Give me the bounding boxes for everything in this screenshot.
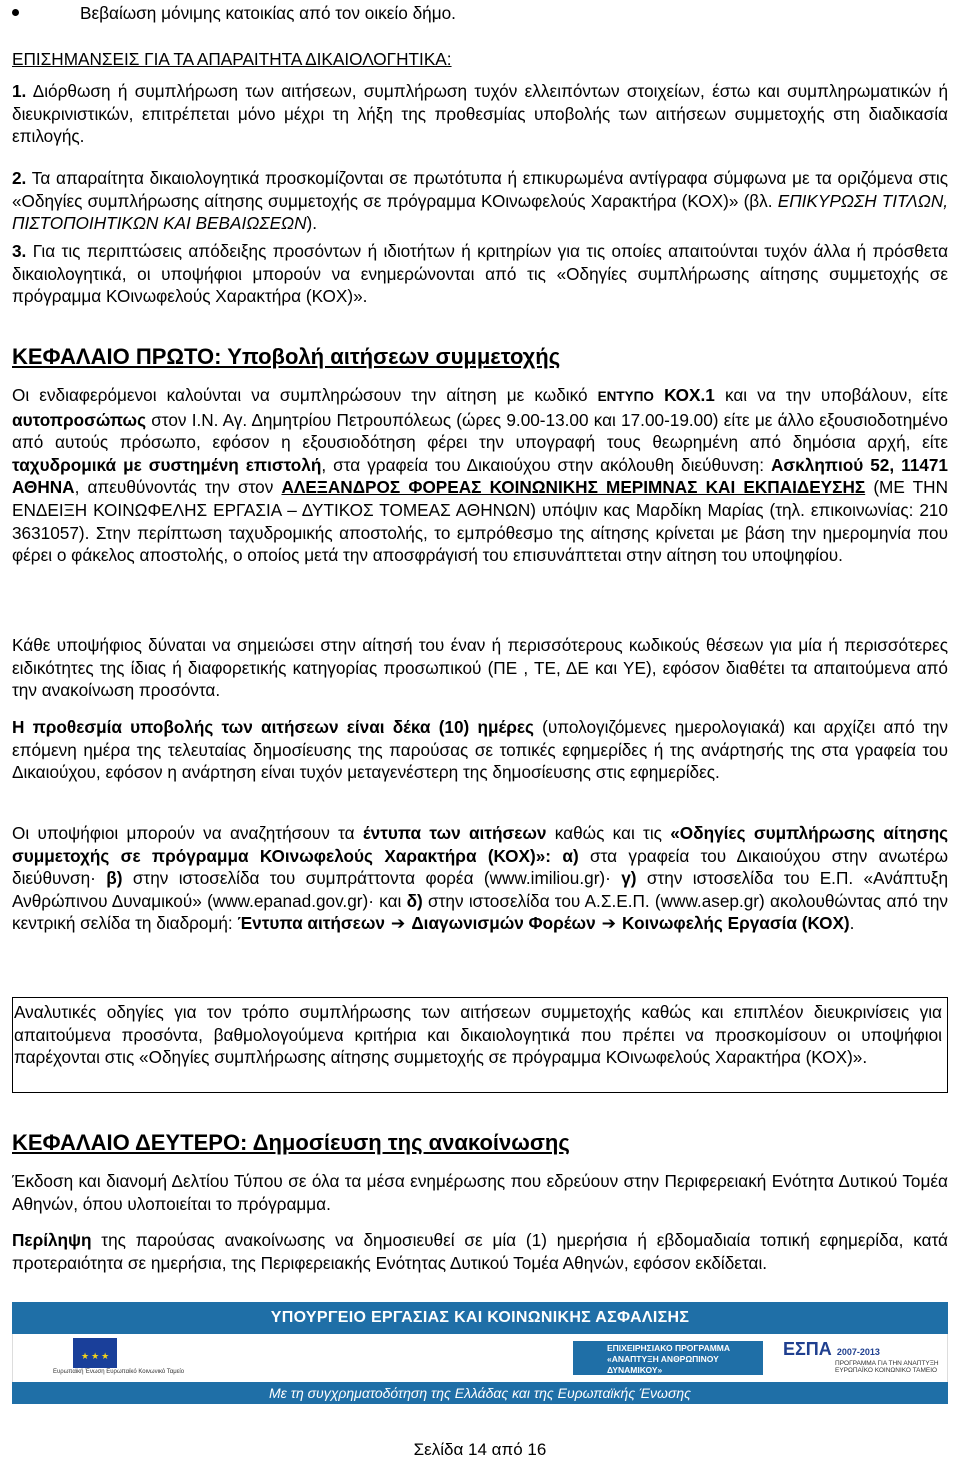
chapter-2-title: ΚΕΦΑΛΑΙΟ ΔΕΥΤΕΡΟ: Δημοσίευση της ανακοίνωσης [12,1130,570,1155]
note-3-text: Για τις περιπτώσεις απόδειξης προσόντων ή ιδιοτήτων ή κριτηρίων για τις οποίες απαιτούνται τυχόν άλλα ή πρόσθετα δικαιολογητικά, οι υποψήφιοι μπορούν να ενημερώνονται από τις «Οδηγίες συμπλήρωσης αίτησης συμμετοχής σε πρόγραμμα ΚΟινωφελούς Χαρακτήρα (ΚΟΧ)». [12,241,949,307]
banner-cofunding: Με τη συγχρηματοδότηση της Ελλάδας και της Ευρωπαϊκής Ένωσης [12,1382,948,1404]
chapter-1-paragraph-2: Κάθε υποψήφιος δύναται να σημειώσει στην αίτησή του έναν ή περισσότερους κωδικούς θέσεων για μία ή περισσότερες ειδικότητες της ίδιας ή διαφορετικής κατηγορίας προσωπικού (ΠΕ , ΤΕ, ΔΕ και ΥΕ), εφόσον διαθέτει τα απαιτούμενα από την ανακοίνωση προσόντα. [12,635,948,701]
espa-subtitle: ΠΡΟΓΡΑΜΜΑ ΓΙΑ ΤΗΝ ΑΝΑΠΤΥΞΗ ΕΥΡΩΠΑΪΚΟ ΚΟΙΝΩΝΙΚΟ ΤΑΜΕΙΟ [835,1360,939,1374]
p4-label-d: δ) [406,890,423,911]
bullet-dot-icon [12,9,19,16]
p1-text-c: στον Ι.Ν. Αγ. Δημητρίου Πετρουπόλεως (ώρες 9.00-13.00 και 17.00-19.00) είτε με άλλο εξουσιοδοτημένο από αυτούς πρόσωπο, εφόσον η εξουσιοδότηση φέρει την υπογραφή τους θεωρημένη από δημόσια αρχή, είτε [12,409,948,453]
banner-ministry: ΥΠΟΥΡΓΕΙΟ ΕΡΓΑΣΙΑΣ ΚΑΙ ΚΟΙΝΩΝΙΚΗΣ ΑΣΦΑΛΙΣΗΣ [12,1302,948,1334]
p1-text-e: , απευθύνοντάς την στον [74,477,274,498]
p4-path-3: Κοινωφελής Εργασία (ΚΟΧ) [622,913,850,934]
p2-summary-label: Περίληψη [12,1230,92,1250]
p4-text-d: στην ιστοσελίδα του συμπράττοντα φορέα (www.imiliou.gr)· [132,868,611,889]
p4-guide: «Οδηγίες συμπλήρωσης αίτησης συμμετοχής σε πρόγραμμα ΚΟινωφελούς Χαρακτήρα (ΚΟΧ)»: [12,823,949,866]
p1-text-a: Οι ενδιαφερόμενοι καλούνται να συμπληρώσουν την αίτηση με κωδικό [12,385,588,405]
note-3-number: 3. [12,241,27,261]
funding-banner [12,1302,948,1400]
eu-flag-icon [73,1338,117,1368]
p2-summary-text: της παρούσας ανακοίνωσης να δημοσιευθεί σε μία (1) ημερήσια ή εβδομαδιαία τοπική εφημερίδα, κατά προτεραιότητα σε ημερήσια, της Περιφερειακής Ενότητας Δυτικού Τομέα Αθηνών, εφόσον εκδίδεται. [12,1230,948,1273]
page-number: Σελίδα 14 από 16 [413,1440,547,1459]
notes-title: ΕΠΙΣΗΜΑΝΣΕΙΣ ΓΙΑ ΤΑ ΑΠΑΡΑΙΤΗΤΑ ΔΙΚΑΙΟΛΟΓΗΤΙΚΑ: [12,49,452,69]
arrow-right-icon: ➔ [390,913,406,934]
p4-text-e: στην ιστοσελίδα του Ε.Π. «Ανάπτυξη Ανθρώπινου Δυναμικού» (www.epanad.gov.gr)· και [12,868,949,911]
instructions-box [12,997,948,1093]
p1-text-f: (ΜΕ ΤΗΝ ΕΝΔΕΙΞΗ ΚΟΙΝΩΦΕΛΗΣ ΕΡΓΑΣΙΑ – ΔΥΤΙΚΟΣ ΤΟΜΕΑΣ ΑΘΗΝΩΝ) υπόψιν κας Μαρδίκη Μαρίας (τηλ. επικοινωνίας: 210 3631057). Στην περίπτωση ταχυδρομικής αποστολής, το εμπρόθεσμο της αίτησης κρίνεται με βάση την ημερομηνία που φέρει ο φάκελος αποστολής, ο οποίος μετά την αποσφράγισή του επισυνάπτεται στην αίτηση του υποψηφίου. [12,477,948,566]
chapter-2-paragraph-2 [12,1229,948,1274]
p1-text-d: , στα γραφεία του Δικαιούχου στην ακόλουθη διεύθυνση: [321,454,764,475]
banner-logos [12,1334,948,1382]
p4-label-g: γ) [621,868,637,889]
p1-code-small: ΕΝΤΥΠΟ [597,389,654,404]
p3-deadline: Η προθεσμία υποβολής των αιτήσεων είναι δέκα (10) ημέρες [12,717,534,737]
note-2 [12,167,948,235]
p1-address: Ασκληπιού 52, 11471 ΑΘΗΝΑ [12,454,948,498]
p4-label-b: β) [106,868,123,889]
chapter-1-title: ΚΕΦΑΛΑΙΟ ΠΡΩΤΟ: Υποβολή αιτήσεων συμμετοχής [12,344,561,369]
chapter-1-paragraph-3 [12,716,948,784]
note-2-italic: ΕΠΙΚΥΡΩΣΗ ΤΙΤΛΩΝ, ΠΙΣΤΟΠΟΙΗΤΙΚΩΝ ΚΑΙ ΒΕΒΑΙΩΣΕΩΝ [12,190,949,234]
note-1 [12,80,948,148]
chapter-1-paragraph-1 [12,384,948,567]
note-1-number: 1. [12,81,27,101]
p3-text: (υπολογιζόμενες ημερολογιακά) και αρχίζει από την επόμενη ημέρα της τελευταίας δημοσίευσης της παρούσας σε τοπικές εφημερίδες ή της ανάρτησής της στα γραφεία του Δικαιούχου, εφόσον η ανάρτηση είναι τυχόν μεταγενέστερη της δημοσίευσης στις εφημερίδες. [12,717,948,783]
espa-text: ΕΣΠΑ [783,1339,832,1359]
p4-label-a: α) [562,845,579,866]
note-1-text: Διόρθωση ή συμπλήρωση των αιτήσεων, συμπλήρωση τυχόν ελλειπόντων στοιχείων, έστω και συμπληρωματικών ή διευκρινιστικών, επιτρέπεται μόνο μέχρι τη λήξη της προθεσμίας υποβολής των αιτήσεων συμμετοχής στη διαδικασία επιλογής. [12,81,949,147]
instructions-box-text: Αναλυτικές οδηγίες για τον τρόπο συμπλήρωσης των αιτήσεων συμμετοχής καθώς και επιπλέον διευκρινίσεις για απαιτούμενα προσόντα, βαθμολογούμενα κριτήρια και δικαιολογητικά που πρέπει να προσκομίσουν οι υποψήφιοι παρέχονται στις «Οδηγίες συμπλήρωσης αίτησης συμμετοχής σε πρόγραμμα ΚΟινωφελούς Χαρακτήρα (ΚΟΧ)». [14,1002,942,1068]
note-3 [12,240,948,308]
chapter-1-paragraph-4 [12,822,948,935]
program-logo: ΕΠΙΧΕΙΡΗΣΙΑΚΟ ΠΡΟΓΡΑΜΜΑ «ΑΝΑΠΤΥΞΗ ΑΝΘΡΩΠΙΝΟΥ ΔΥΝΑΜΙΚΟΥ» [573,1341,763,1375]
p4-text-c: στα γραφεία του Δικαιούχου στην ανωτέρω διεύθυνση· [12,845,949,889]
note-2-text: Τα απαραίτητα δικαιολογητικά προσκομίζονται σε πρωτότυπα ή επικυρωμένα αντίγραφα σύμφωνα με τα οριζόμενα στις «Οδηγίες συμπλήρωσης αίτησης συμμετοχής σε πρόγραμμα ΚΟινωφελούς Χαρακτήρα (ΚΟΧ)» (βλ. [12,168,949,211]
note-2-number: 2. [12,168,27,188]
eu-label: Ευρωπαϊκή Ένωση Ευρωπαϊκό Κοινωνικό Ταμείο [53,1369,185,1375]
p4-path-2: Διαγωνισμών Φορέων [411,913,596,934]
p4-path-1: Έντυπα αιτήσεων [237,913,385,934]
note-2-end: ). [306,213,318,234]
p4-forms: έντυπα των αιτήσεων [362,823,547,843]
arrow-right-icon: ➔ [601,913,617,934]
p1-post: ταχυδρομικά με συστημένη επιστολή [12,454,322,475]
p4-text-f: στην ιστοσελίδα του Α.Σ.Ε.Π. (www.asep.gr) ακολουθώντας από την κεντρική σελίδα τη διαδρομή: [12,890,948,934]
p1-text-b: και να την υποβάλουν, είτε [724,385,949,405]
p1-code: ΚΟΧ.1 [664,385,715,405]
bullet-text: Βεβαίωση μόνιμης κατοικίας από τον οικείο δήμο. [80,3,456,23]
p1-organization: ΑΛΕΞΑΝΔΡΟΣ ΦΟΡΕΑΣ ΚΟΙΝΩΝΙΚΗΣ ΜΕΡΙΜΝΑΣ ΚΑΙ ΕΚΠΑΙΔΕΥΣΗΣ [281,477,866,498]
chapter-2-paragraph-1: Έκδοση και διανομή Δελτίου Τύπου σε όλα τα μέσα ενημέρωσης που εδρεύουν στην Περιφερειακή Ενότητα Δυτικού Τομέα Αθηνών, όπου υλοποιείται το πρόγραμμα. [12,1171,948,1214]
p1-in-person: αυτοπροσώπως [12,409,147,430]
p4-text-b: καθώς και τις [554,823,662,843]
p4-end: . [849,913,855,934]
p4-text-a: Οι υποψήφιοι μπορούν να αναζητήσουν τα [12,823,355,843]
espa-years: 2007-2013 [836,1347,880,1357]
